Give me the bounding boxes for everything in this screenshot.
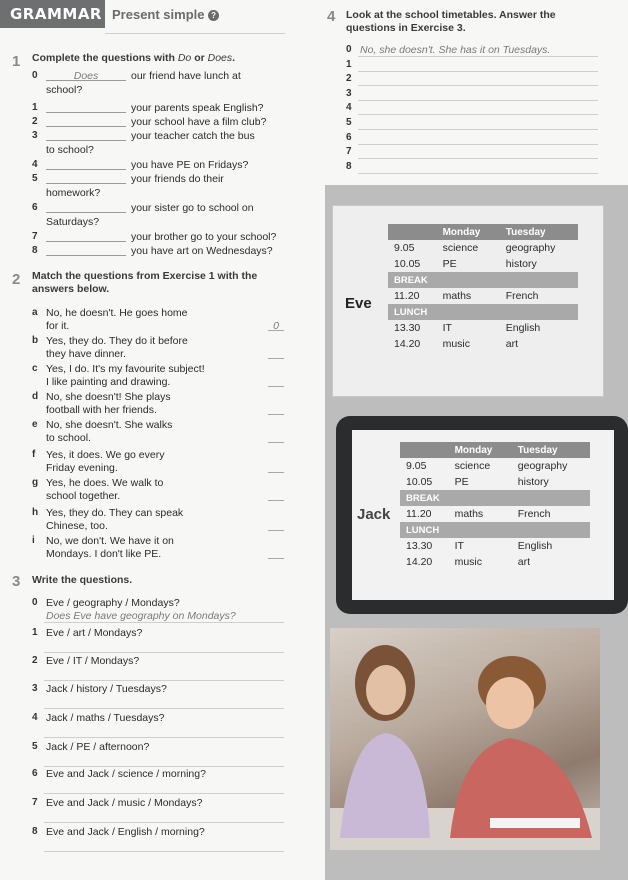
students-photo: [330, 628, 600, 850]
prompt-text: Eve / geography / Mondays?: [46, 597, 180, 609]
header-divider: [105, 33, 285, 34]
prompt-text: Eve and Jack / science / morning?: [46, 768, 206, 780]
subtitle-text: Present simple: [112, 7, 205, 22]
info-circle-icon[interactable]: ?: [208, 10, 219, 21]
answer-line[interactable]: [358, 158, 598, 159]
question-text: your parents speak English?: [131, 102, 264, 114]
question-text: your brother go to your school?: [131, 231, 277, 243]
answer-line[interactable]: [358, 71, 598, 72]
answer-blank[interactable]: [46, 130, 126, 141]
answer-line[interactable]: [44, 708, 284, 709]
item-number: 0: [346, 44, 352, 55]
exercise-number: 4: [327, 8, 336, 25]
written-answer: Does Eve have geography on Mondays?: [46, 610, 236, 622]
exercise-number: 2: [12, 271, 21, 288]
item-number: 5: [346, 117, 352, 128]
item-number: 4: [32, 712, 38, 723]
answer-line-1: Yes, it does. We go every: [46, 449, 165, 461]
item-number: 4: [32, 159, 38, 170]
students-illustration: [330, 628, 600, 850]
item-number: 7: [346, 146, 352, 158]
answer-blank[interactable]: [46, 116, 126, 127]
answer-line-2: I like painting and drawing.: [46, 376, 171, 388]
item-number: 6: [32, 202, 38, 213]
item-letter: f: [32, 449, 36, 460]
item-number: 7: [32, 797, 38, 808]
question-text: your friends do their: [131, 173, 224, 185]
prompt-text: Jack / history / Tuesdays?: [46, 683, 167, 695]
answer-blank[interactable]: [46, 245, 126, 256]
answer-blank[interactable]: [46, 202, 126, 213]
answer-blank[interactable]: [46, 70, 126, 81]
question-text-cont: homework?: [46, 187, 101, 199]
question-text-cont: Saturdays?: [46, 216, 100, 228]
match-blank[interactable]: [268, 432, 284, 443]
jack-name-label: Jack: [357, 506, 391, 523]
answer-line[interactable]: [358, 85, 598, 86]
item-number: 2: [32, 655, 38, 666]
answer-line[interactable]: [44, 766, 284, 767]
item-number: 6: [32, 768, 38, 779]
exercise-instruction: Write the questions.: [32, 574, 133, 586]
section-tab: GRAMMAR: [0, 0, 105, 28]
answer-blank[interactable]: [46, 159, 126, 170]
lunch-bar: LUNCH: [388, 304, 578, 320]
match-blank[interactable]: [268, 520, 284, 531]
item-number: 5: [32, 741, 38, 752]
col-monday: Monday: [437, 224, 500, 240]
answer-line-1: Yes, they do. They do it before: [46, 335, 188, 347]
item-letter: c: [32, 363, 38, 374]
prompt-text: Eve / IT / Mondays?: [46, 655, 140, 667]
item-letter: g: [32, 477, 39, 488]
match-blank[interactable]: [268, 376, 284, 387]
answer-line-2: school together.: [46, 490, 121, 502]
eve-name-label: Eve: [345, 295, 372, 312]
lunch-bar: LUNCH: [400, 522, 590, 538]
answer-line[interactable]: [358, 56, 598, 57]
match-blank[interactable]: [268, 348, 284, 359]
answer-line[interactable]: [358, 114, 598, 115]
item-number: 0: [32, 70, 38, 81]
answer-line-1: No, she doesn't! She plays: [46, 391, 171, 403]
prompt-text: Eve and Jack / English / morning?: [46, 826, 205, 838]
answer-line-1: Yes, they do. They can speak: [46, 507, 184, 519]
col-monday: Monday: [449, 442, 512, 458]
answer-line[interactable]: [44, 793, 284, 794]
match-blank[interactable]: [268, 320, 284, 331]
question-text-cont: to school?: [46, 144, 94, 156]
item-letter: i: [32, 535, 35, 546]
item-number: 0: [32, 597, 38, 608]
question-text: your teacher catch the bus: [131, 130, 255, 142]
exercise-instruction: Look at the school timetables. Answer the questions in Exercise 3.: [346, 9, 556, 34]
jack-timetable: Monday Tuesday 9.05 science geography 10.05 PE history BREAK 11.20 maths French LUNCH 13.30 IT English 14.20 music art: [400, 442, 590, 570]
question-text: our friend have lunch at: [131, 70, 241, 82]
item-letter: e: [32, 419, 38, 430]
item-number: 8: [346, 160, 352, 172]
item-number: 8: [32, 826, 38, 837]
answer-blank[interactable]: [46, 231, 126, 242]
item-number: 1: [32, 102, 38, 113]
answer-line[interactable]: [44, 822, 284, 823]
item-number: 1: [346, 58, 352, 70]
item-number: 1: [32, 627, 38, 638]
answer-line-1: No, we don't. We have it on: [46, 535, 174, 547]
item-letter: a: [32, 307, 38, 318]
item-number: 3: [32, 683, 38, 694]
exercise-instruction: Complete the questions with Do or Does.: [32, 52, 236, 64]
exercise-instruction: Match the questions from Exercise 1 with the answers below.: [32, 270, 258, 295]
question-text: your school have a film club?: [131, 116, 267, 128]
answer-line[interactable]: [44, 622, 284, 623]
answer-line-1: Yes, I do. It's my favourite subject!: [46, 363, 205, 375]
answer-line[interactable]: [44, 851, 284, 852]
item-number: 6: [346, 131, 352, 143]
answer-text: Does: [73, 70, 99, 82]
answer-line-2: for it.: [46, 320, 70, 332]
match-blank[interactable]: [268, 548, 284, 559]
answer-line-1: No, he doesn't. He goes home: [46, 307, 188, 319]
item-letter: b: [32, 335, 39, 346]
item-number: 2: [346, 73, 352, 85]
item-number: 4: [346, 102, 352, 114]
match-answer: 0: [273, 320, 279, 332]
item-number: 2: [32, 116, 38, 127]
question-text-cont: school?: [46, 84, 83, 96]
item-letter: d: [32, 391, 39, 402]
answer-line[interactable]: [44, 737, 284, 738]
match-blank[interactable]: [268, 404, 284, 415]
exercise-number: 1: [12, 53, 21, 70]
answer-line[interactable]: [358, 100, 598, 101]
section-subtitle: [112, 7, 219, 22]
answer-line-2: Mondays. I don't like PE.: [46, 548, 162, 560]
prompt-text: Jack / PE / afternoon?: [46, 741, 150, 753]
answer-line[interactable]: [44, 652, 284, 653]
item-number: 7: [32, 231, 38, 242]
answer-line-2: football with her friends.: [46, 404, 157, 416]
question-text: you have art on Wednesdays?: [131, 245, 273, 257]
item-number: 8: [32, 245, 38, 256]
exercise-number: 3: [12, 573, 21, 590]
match-blank[interactable]: [268, 462, 284, 473]
answer-line-2: to school.: [46, 432, 91, 444]
answer-blank[interactable]: [46, 173, 126, 184]
item-number: 5: [32, 173, 38, 184]
written-answer: No, she doesn't. She has it on Tuesdays.: [360, 44, 551, 56]
item-letter: h: [32, 507, 39, 518]
break-bar: BREAK: [400, 490, 590, 506]
break-bar: BREAK: [388, 272, 578, 288]
answer-line[interactable]: [358, 129, 598, 130]
answer-blank[interactable]: [46, 102, 126, 113]
item-number: 3: [346, 87, 352, 99]
match-blank[interactable]: [268, 490, 284, 501]
eve-timetable: Monday Tuesday 9.05 science geography 10.05 PE history BREAK 11.20 maths French LUNCH 13.30 IT English 14.20 music art: [388, 224, 578, 352]
answer-line[interactable]: [358, 144, 598, 145]
answer-line[interactable]: [44, 680, 284, 681]
answer-line-1: Yes, he does. We walk to: [46, 477, 164, 489]
prompt-text: Eve and Jack / music / Mondays?: [46, 797, 203, 809]
item-number: 3: [32, 130, 38, 141]
answer-line-2: they have dinner.: [46, 348, 126, 360]
col-tuesday: Tuesday: [500, 224, 578, 240]
answer-line-1: No, she doesn't. She walks: [46, 419, 173, 431]
prompt-text: Jack / maths / Tuesdays?: [46, 712, 165, 724]
answer-line[interactable]: [358, 173, 598, 174]
question-text: you have PE on Fridays?: [131, 159, 249, 171]
col-tuesday: Tuesday: [512, 442, 590, 458]
answer-line-2: Friday evening.: [46, 462, 118, 474]
prompt-text: Eve / art / Mondays?: [46, 627, 143, 639]
question-text: your sister go to school on: [131, 202, 254, 214]
answer-line-2: Chinese, too.: [46, 520, 108, 532]
